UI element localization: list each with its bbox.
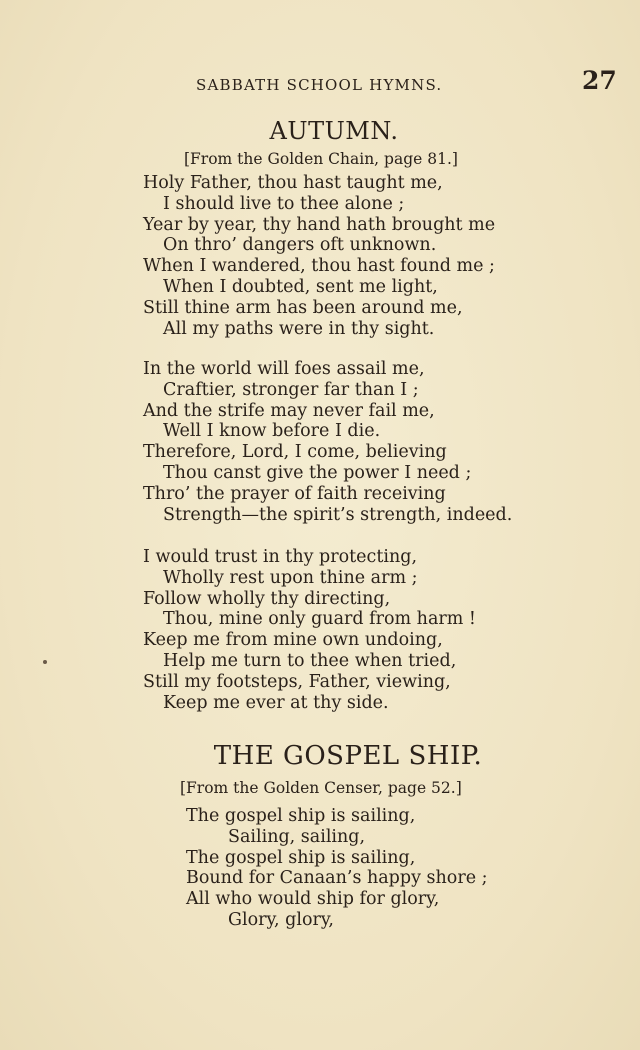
running-head: SABBATH SCHOOL HYMNS. <box>196 76 443 94</box>
verse-line: Follow wholly thy directing, <box>143 588 391 609</box>
verse-line: Keep me ever at thy side. <box>163 692 389 713</box>
verse-line: Craftier, stronger far than I ; <box>163 379 419 400</box>
verse-line: All my paths were in thy sight. <box>163 318 435 339</box>
verse-line: On thro’ dangers oft unknown. <box>163 235 437 256</box>
verse-line: Thro’ the prayer of faith receiving <box>143 483 446 504</box>
stanza <box>186 806 488 931</box>
verse-line: Help me turn to thee when tried, <box>163 650 457 671</box>
verse-line: Glory, glory, <box>228 909 334 930</box>
verse-line: Still my footsteps, Father, viewing, <box>143 671 451 692</box>
hymn-source: [From the Golden Chain, page 81.] <box>184 150 458 168</box>
verse-line: Strength—the spirit’s strength, indeed. <box>163 504 513 525</box>
verse-line: When I wandered, thou hast found me ; <box>143 256 495 277</box>
verse-line: Well I know before I die. <box>163 421 381 442</box>
verse-line: Keep me from mine own undoing, <box>143 630 443 651</box>
verse-line: I should live to thee alone ; <box>163 193 405 214</box>
hymn-title-gospel-ship: THE GOSPEL SHIP. <box>213 741 483 771</box>
stanza <box>143 173 495 339</box>
hymn-title-autumn: AUTUMN. <box>269 117 399 145</box>
verse-line: Therefore, Lord, I come, believing <box>143 442 447 463</box>
hymn-source: [From the Golden Censer, page 52.] <box>180 779 462 797</box>
verse-line: Year by year, thy hand hath brought me <box>143 214 496 235</box>
verse-line: Thou, mine only guard from harm ! <box>163 609 476 630</box>
verse-line: I would trust in thy protecting, <box>143 547 418 567</box>
page-number: 27 <box>582 66 617 95</box>
verse-line: When I doubted, sent me light, <box>163 276 438 297</box>
verse-line: All who would ship for glory, <box>186 889 440 910</box>
verse-line: Wholly rest upon thine arm ; <box>163 567 418 588</box>
stanza <box>143 359 512 525</box>
verse-line: The gospel ship is sailing, <box>186 806 416 826</box>
verse-line: Still thine arm has been around me, <box>143 297 463 318</box>
verse-line: Sailing, sailing, <box>228 826 366 847</box>
verse-line: Bound for Canaan’s happy shore ; <box>186 868 488 889</box>
stanza <box>143 547 476 713</box>
verse-line: Holy Father, thou hast taught me, <box>143 173 443 193</box>
ink-speck <box>43 660 47 664</box>
verse-line: The gospel ship is sailing, <box>186 847 416 868</box>
verse-line: In the world will foes assail me, <box>143 359 425 379</box>
verse-line: And the strife may never fail me, <box>143 400 435 421</box>
verse-line: Thou canst give the power I need ; <box>163 462 472 483</box>
